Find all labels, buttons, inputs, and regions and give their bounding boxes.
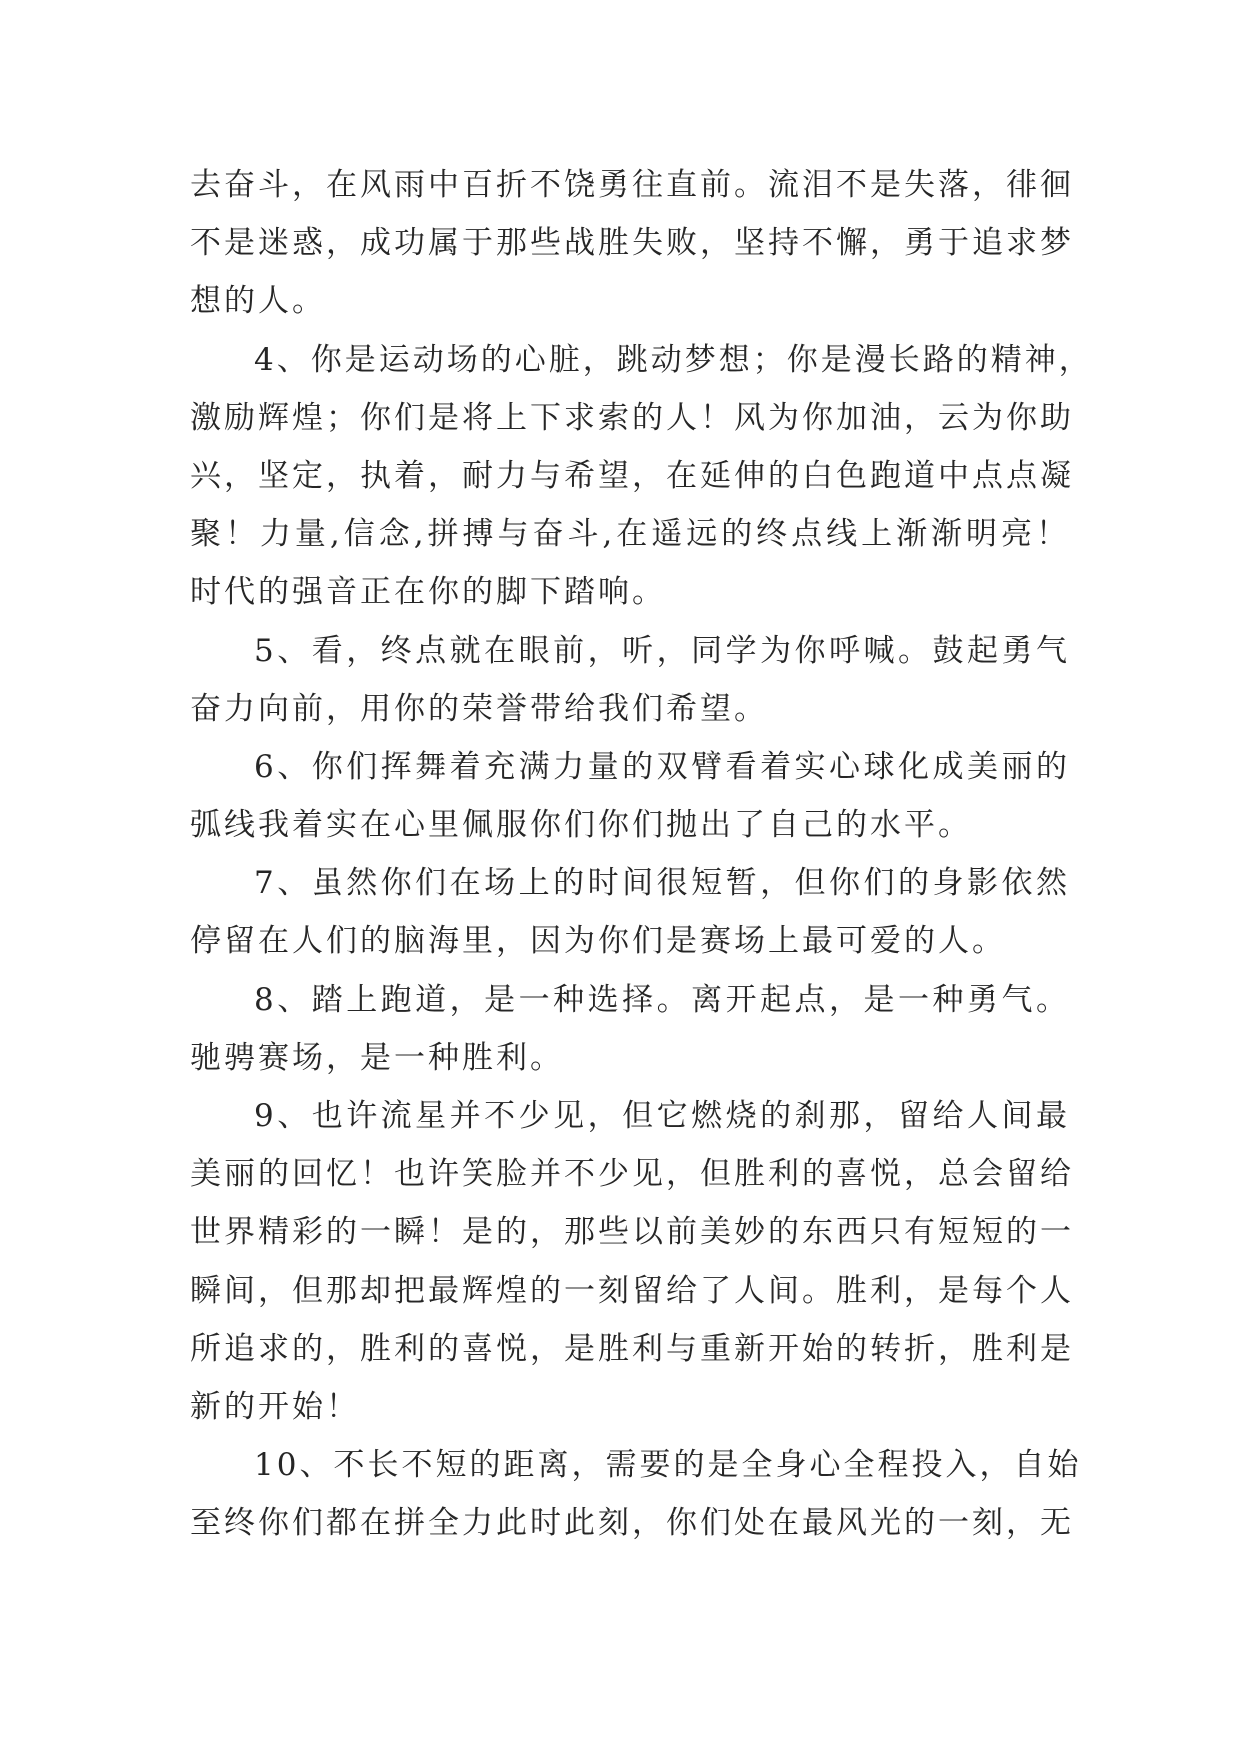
text-line: 驰骋赛场，是一种胜利。 [190,1039,564,1076]
text-line: 聚！力量,信念,拼搏与奋斗,在遥远的终点线上渐渐明亮！ [190,516,1070,553]
text-line: 停留在人们的脑海里，因为你们是赛场上最可爱的人。 [190,923,1006,960]
paragraph [190,622,1070,738]
paragraph [190,331,1093,622]
text-line: 不是迷惑，成功属于那些战胜失败，坚持不懈，勇于追求梦 [190,225,1074,262]
text-line: 兴，坚定，执着，耐力与希望，在延伸的白色跑道中点点凝 [190,457,1074,494]
paragraph [190,971,1070,1087]
text-line: 新的开始！ [190,1388,360,1425]
text-line: 5、看，终点就在眼前，听，同学为你呼喊。鼓起勇气 [254,632,1070,669]
paragraph [190,738,1070,854]
text-line: 激励辉煌；你们是将上下求索的人！风为你加油，云为你助 [190,399,1074,436]
text-line: 美丽的回忆！也许笑脸并不少见，但胜利的喜悦，总会留给 [190,1156,1074,1193]
text-line: 奋力向前，用你的荣誉带给我们希望。 [190,690,768,727]
text-line: 至终你们都在拼全力此时此刻，你们处在最风光的一刻，无 [190,1505,1074,1542]
text-line: 世界精彩的一瞬！是的，那些以前美妙的东西只有短短的一 [190,1214,1074,1251]
text-line: 7、虽然你们在场上的时间很短暂，但你们的身影依然 [254,865,1070,902]
text-line: 弧线我着实在心里佩服你们你们抛出了自己的水平。 [190,807,972,844]
text-line: 想的人。 [190,283,326,320]
text-line: 4、你是运动场的心脏，跳动梦想；你是漫长路的精神， [254,341,1093,378]
paragraph [190,1087,1074,1436]
paragraph [190,854,1070,970]
text-line: 10、不长不短的距离，需要的是全身心全程投入，自始 [254,1447,1082,1484]
text-line: 8、踏上跑道，是一种选择。离开起点，是一种勇气。 [254,981,1070,1018]
text-line: 6、你们挥舞着充满力量的双臂看着实心球化成美丽的 [254,748,1070,785]
text-line: 瞬间，但那却把最辉煌的一刻留给了人间。胜利，是每个人 [190,1272,1074,1309]
paragraph [190,1436,1082,1552]
text-line: 所追求的，胜利的喜悦，是胜利与重新开始的转折，胜利是 [190,1330,1074,1367]
document-body [190,156,1093,1553]
text-line: 时代的强音正在你的脚下踏响。 [190,574,666,611]
paragraph [190,156,1074,331]
text-line: 9、也许流星并不少见，但它燃烧的刹那，留给人间最 [254,1098,1070,1134]
text-line: 去奋斗，在风雨中百折不饶勇往直前。流泪不是失落，徘徊 [190,167,1074,203]
